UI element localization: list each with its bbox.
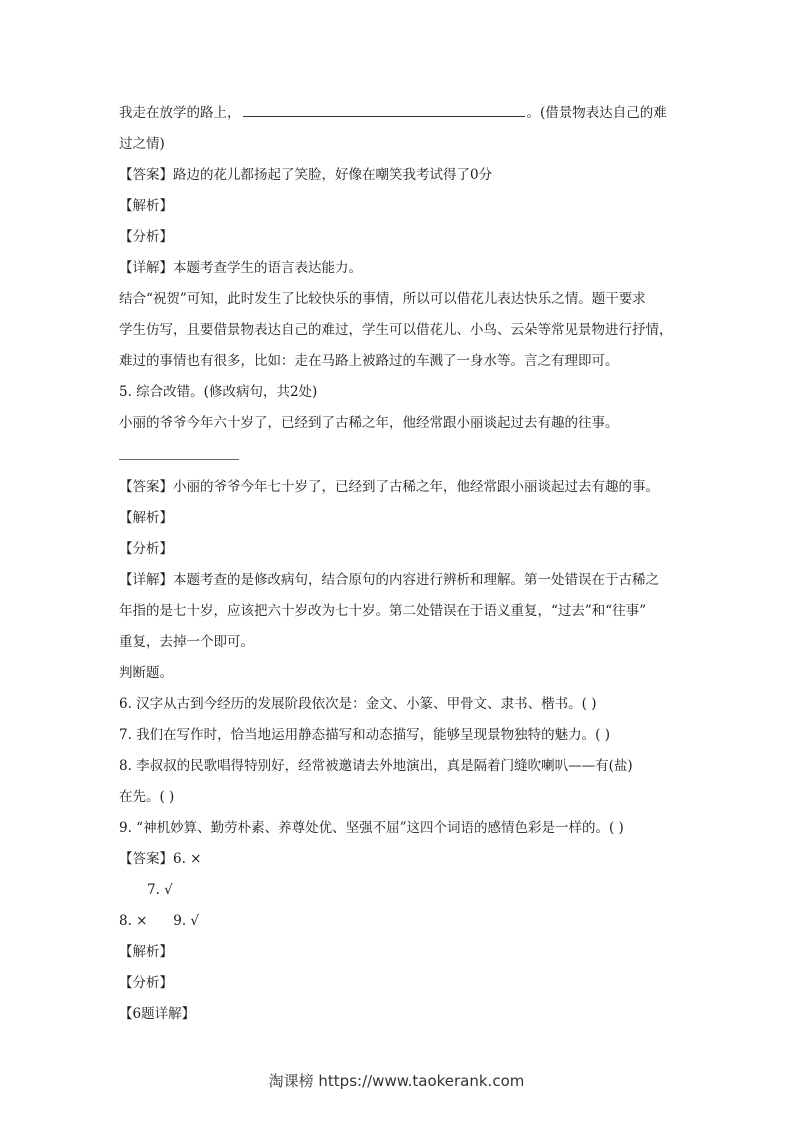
text-line: 小丽的爷爷今年六十岁了，已经到了古稀之年，他经常跟小丽谈起过去有趣的往事。 — [119, 415, 619, 431]
answer-line: 【答案】路边的花儿都扬起了笑脸，好像在嘲笑我考试得了0分 — [119, 167, 493, 183]
section-heading: 判断题。 — [119, 665, 173, 681]
section-heading: 【分析】 — [119, 541, 173, 557]
answer-line: 【答案】小丽的爷爷今年七十岁了，已经到了古稀之年，他经常跟小丽谈起过去有趣的事。 — [119, 479, 659, 495]
question-line: 7. 我们在写作时，恰当地运用静态描写和动态描写，能够呈现景物独特的魅力。( ) — [119, 727, 610, 743]
question-line: 5. 综合改错。(修改病句，共2处) — [119, 384, 318, 400]
fill-in-blank — [243, 104, 525, 117]
section-heading: 【分析】 — [119, 229, 173, 245]
text-line: 难过的事情也有很多，比如：走在马路上被路过的车溅了一身水等。言之有理即可。 — [119, 353, 619, 369]
section-heading: 【解析】 — [119, 198, 173, 214]
explanation-line: 【详解】本题考查学生的语言表达能力。 — [119, 260, 362, 276]
explanation-line: 【详解】本题考查的是修改病句，结合原句的内容进行辨析和理解。第一处错误在于古稀之 — [119, 572, 659, 588]
line-text: 我走在放学的路上， — [119, 105, 241, 121]
line-text: 。(借景物表达自己的难 — [526, 105, 667, 121]
question-line: 9. “神机妙算、勤劳朴素、养尊处优、坚强不屈”这四个词语的感情色彩是一样的。( ) — [119, 820, 624, 836]
answer-line: 7. √ — [147, 882, 173, 898]
text-line: 年指的是七十岁，应该把六十岁改为七十岁。第二处错误在于语义重复，“过去”和“往事” — [119, 603, 647, 619]
footer-watermark: 淘课榜 https://www.taokerank.com — [268, 1072, 525, 1090]
section-heading: 【分析】 — [119, 975, 173, 991]
text-line: 学生仿写，且要借景物表达自己的难过，学生可以借花儿、小鸟、云朵等常见景物进行抒情， — [119, 322, 673, 338]
answer-line: 8. × 9. √ — [119, 913, 200, 929]
question-line: 6. 汉字从古到今经历的发展阶段依次是：金文、小篆、甲骨文、隶书、楷书。( ) — [119, 696, 597, 712]
section-heading: 【解析】 — [119, 944, 173, 960]
text-line: 结合“祝贺”可知，此时发生了比较快乐的事情，所以可以借花儿表达快乐之情。题干要求 — [119, 291, 646, 307]
question-line: 8. 李叔叔的民歌唱得特别好，经常被邀请去外地演出，真是隔着门缝吹喇叭——有(盐) — [119, 758, 633, 774]
section-heading: 【解析】 — [119, 510, 173, 526]
section-heading: 【6题详解】 — [119, 1006, 196, 1022]
text-line: 过之情) — [119, 136, 165, 152]
answer-line: 【答案】6. × — [119, 851, 202, 867]
answer-underline — [119, 459, 239, 460]
text-line — [119, 103, 667, 123]
text-line: 在先。( ) — [119, 789, 175, 805]
text-line: 重复，去掉一个即可。 — [119, 634, 254, 650]
